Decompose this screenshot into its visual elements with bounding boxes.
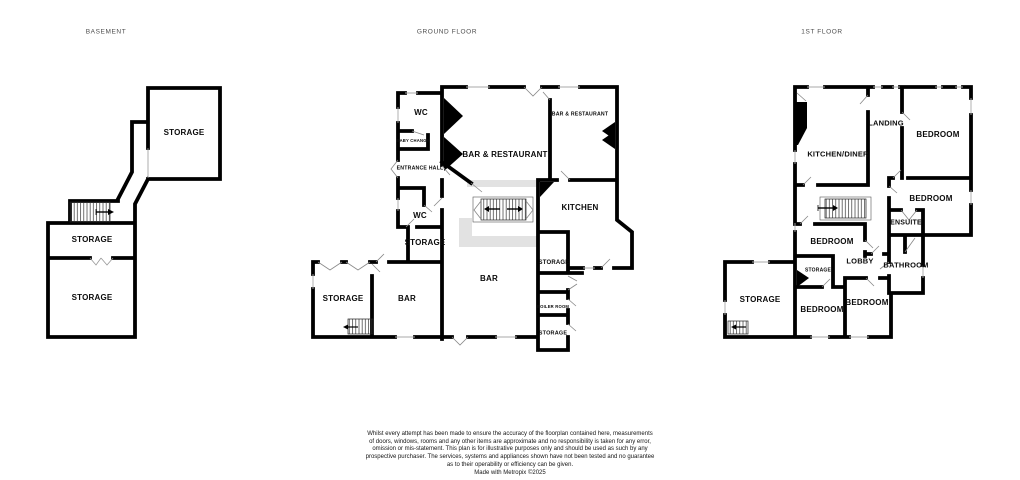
room-label-lobby: LOBBY xyxy=(846,256,874,266)
room-label-bathroom: BATHROOM xyxy=(883,260,929,270)
room-label-baby-change: BABY CHANGE xyxy=(396,137,430,143)
disclaimer-line: omission or mis-statement. This plan is for illustrative purposes only and should be used as such by any xyxy=(372,446,648,453)
ground-floor-stairs xyxy=(473,197,533,222)
room-label-bar-restaurant-main: BAR & RESTAURANT xyxy=(462,150,548,159)
room-label-boiler-room: BOILER ROOM xyxy=(536,303,570,309)
room-label-storage-first-left: STORAGE xyxy=(739,295,781,304)
first-floor-storage-stairs xyxy=(728,321,748,334)
room-label-bedroom-bottom-left: BEDROOM xyxy=(800,305,844,314)
room-label-landing: LANDING xyxy=(868,118,904,128)
disclaimer-line: Whilst every attempt has been made to ensure the accuracy of the floorplan contained here, measurements xyxy=(367,431,653,437)
room-label-bedroom-right: BEDROOM xyxy=(909,194,953,203)
room-label-storage-small: STORAGE xyxy=(804,267,832,274)
room-label-bar-left: BAR xyxy=(398,294,416,303)
disclaimer-line: as to their operability or efficiency can be given. xyxy=(446,461,574,468)
room-label-basement-storage-top: STORAGE xyxy=(163,128,205,137)
room-label-basement-storage-bottom: STORAGE xyxy=(71,293,113,302)
ground-floor-basement-stairs xyxy=(343,319,373,334)
room-label-bar-main: BAR xyxy=(480,274,498,283)
room-label-kitchen: KITCHEN xyxy=(561,203,599,212)
room-label-bedroom-bottom-middle: BEDROOM xyxy=(845,298,889,307)
first-floor-chimneys xyxy=(796,102,809,287)
room-label-storage-left: STORAGE xyxy=(322,294,364,303)
ground-floor-title: GROUND FLOOR xyxy=(416,28,478,36)
room-label-bar-restaurant-upper-right: BAR & RESTAURANT xyxy=(551,111,609,118)
room-label-entrance-hall: ENTRANCE HALL xyxy=(396,165,444,172)
disclaimer-line: prospective purchaser. The services, systems and appliances shown have not been tested and no guarantee xyxy=(365,454,655,461)
room-label-storage-right-lower: STORAGE xyxy=(538,330,568,337)
room-label-bedroom-middle: BEDROOM xyxy=(810,237,854,246)
room-label-wc-top: WC xyxy=(414,108,428,117)
basement-title: BASEMENT xyxy=(85,28,127,36)
disclaimer-line: of doors, windows, rooms and any other items are approximate and no responsibility is taken for any error, xyxy=(369,438,651,445)
ground-floor-walls xyxy=(313,87,632,350)
room-label-storage-inner: STORAGE xyxy=(404,238,446,247)
room-label-storage-right: STORAGE xyxy=(538,260,570,266)
first-floor-stairs xyxy=(818,197,871,220)
disclaimer-text xyxy=(310,431,710,477)
room-label-bedroom-top-right: BEDROOM xyxy=(916,130,960,139)
room-label-kitchen-diner: KITCHEN/DINER xyxy=(807,149,869,159)
first-floor-title: 1ST FLOOR xyxy=(801,28,843,36)
metropix-credit: Made with Metropix ©2025 xyxy=(474,469,546,476)
room-label-wc-bottom: WC xyxy=(413,211,427,220)
room-label-basement-storage-middle: STORAGE xyxy=(71,235,113,244)
ground-floor-plan xyxy=(313,87,632,350)
room-label-ensuite: ENSUITE xyxy=(890,219,922,227)
